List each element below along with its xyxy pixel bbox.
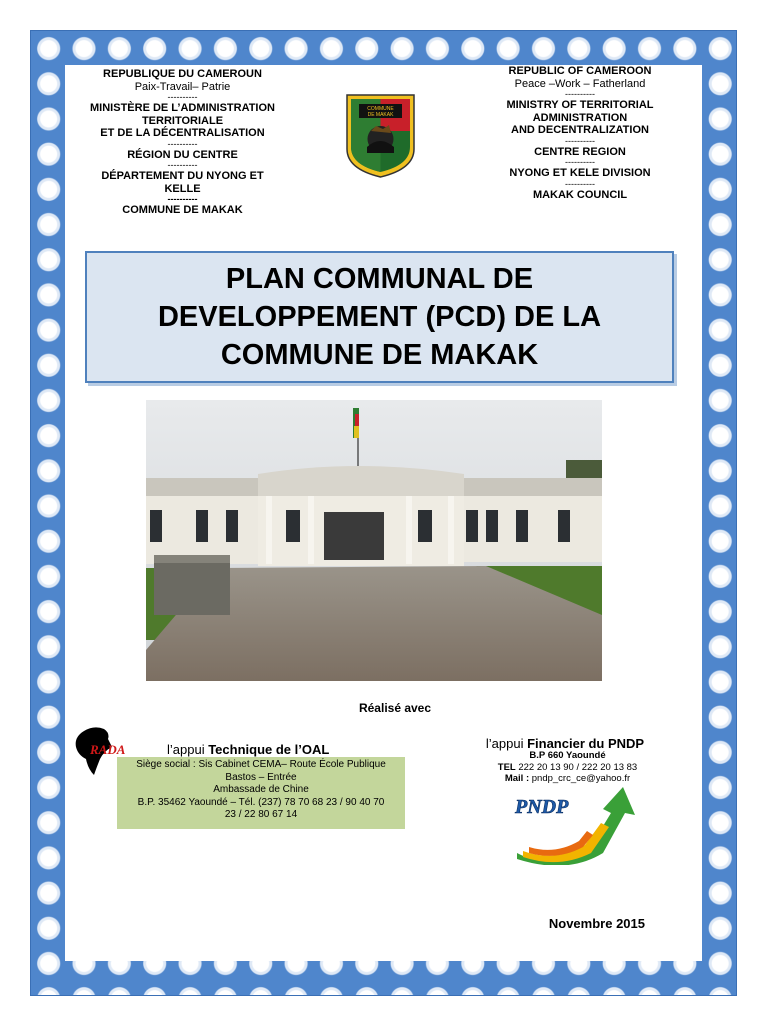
division-en: NYONG ET KELE DIVISION — [509, 167, 651, 179]
pndp-contact — [465, 750, 670, 785]
oal-address-line: Bastos – Entrée — [225, 771, 297, 783]
pndp-po-box: B.P 660 Yaoundé — [529, 750, 606, 761]
ministry-fr-1: MINISTÈRE DE L’ADMINISTRATION — [90, 102, 275, 114]
title-line-2: DEVELOPPEMENT (PCD) DE LA — [157, 301, 602, 333]
pndp-tel: TEL 222 20 13 90 / 222 20 13 83 — [497, 761, 638, 773]
title-line-1: PLAN COMMUNAL DE — [225, 263, 534, 295]
cover-page — [65, 65, 702, 961]
technical-support-label — [167, 742, 329, 757]
region-en: CENTRE REGION — [534, 145, 626, 158]
separator: ---------- — [167, 160, 198, 170]
separator: ---------- — [167, 194, 198, 204]
produced-with-label: Réalisé avec — [358, 701, 432, 715]
country-en: REPUBLIC OF CAMEROON — [508, 65, 652, 77]
region-fr: RÉGION DU CENTRE — [127, 148, 238, 161]
ministry-en-3: AND DECENTRALIZATION — [511, 124, 649, 136]
financial-support-label — [455, 736, 675, 751]
oal-address-line: Ambassade de Chine — [213, 784, 309, 796]
ministry-en-1: MINISTRY OF TERRITORIAL — [506, 99, 654, 111]
header-left-french — [75, 68, 290, 217]
technical-support-prefix: l’appui — [167, 742, 209, 757]
pndp-logo-text: PNDP — [515, 796, 569, 818]
commune-emblem-icon — [343, 91, 418, 179]
oal-address-line: 23 / 22 80 67 14 — [224, 809, 298, 821]
council-en: MAKAK COUNCIL — [532, 188, 628, 201]
oal-address-line: B.P. 35462 Yaoundé – Tél. (237) 78 70 68 23 / 90 40 70 — [137, 796, 385, 808]
department-fr-1: DÉPARTEMENT DU NYONG ET — [101, 170, 264, 182]
ministry-fr-2: TERRITORIALE — [141, 114, 224, 127]
separator: ---------- — [565, 178, 595, 189]
svg-text:DE MAKAK: DE MAKAK — [367, 112, 394, 118]
ministry-fr-3: ET DE LA DÉCENTRALISATION — [100, 127, 265, 139]
town-hall-photo — [146, 400, 602, 681]
oal-address-box — [117, 757, 405, 829]
pndp-mail: Mail : pndp_crc_ce@yahoo.fr — [504, 773, 631, 784]
document-title-box — [85, 251, 674, 383]
publication-date: Novembre 2015 — [548, 916, 645, 931]
financial-support-strong: Financier du PNDP — [527, 736, 645, 751]
motto-en: Peace –Work – Fatherland — [514, 77, 646, 90]
document-title — [158, 260, 601, 374]
ministry-en-2: ADMINISTRATION — [532, 111, 628, 124]
country-fr: REPUBLIQUE DU CAMEROUN — [103, 68, 262, 80]
technical-support-strong: Technique de l’OAL — [208, 742, 330, 757]
svg-text:COMMUNE: COMMUNE — [367, 106, 394, 112]
separator: ---------- — [565, 135, 595, 146]
pndp-logo-icon — [511, 783, 647, 865]
title-line-3: COMMUNE DE MAKAK — [220, 339, 539, 371]
oal-address-line: Siège social : Sis Cabinet CEMA– Route École Publique — [136, 759, 386, 770]
separator: ---------- — [167, 138, 198, 149]
rada-logo-text: RADA — [90, 742, 126, 757]
motto-fr: Paix-Travail– Patrie — [134, 80, 231, 93]
separator: ---------- — [565, 89, 595, 99]
commune-fr: COMMUNE DE MAKAK — [122, 204, 243, 216]
financial-support-prefix: l’appui — [485, 736, 528, 751]
header-right-english — [475, 65, 685, 201]
separator: ---------- — [565, 157, 595, 167]
department-fr-2: KELLE — [164, 182, 201, 195]
separator: ---------- — [167, 92, 198, 102]
